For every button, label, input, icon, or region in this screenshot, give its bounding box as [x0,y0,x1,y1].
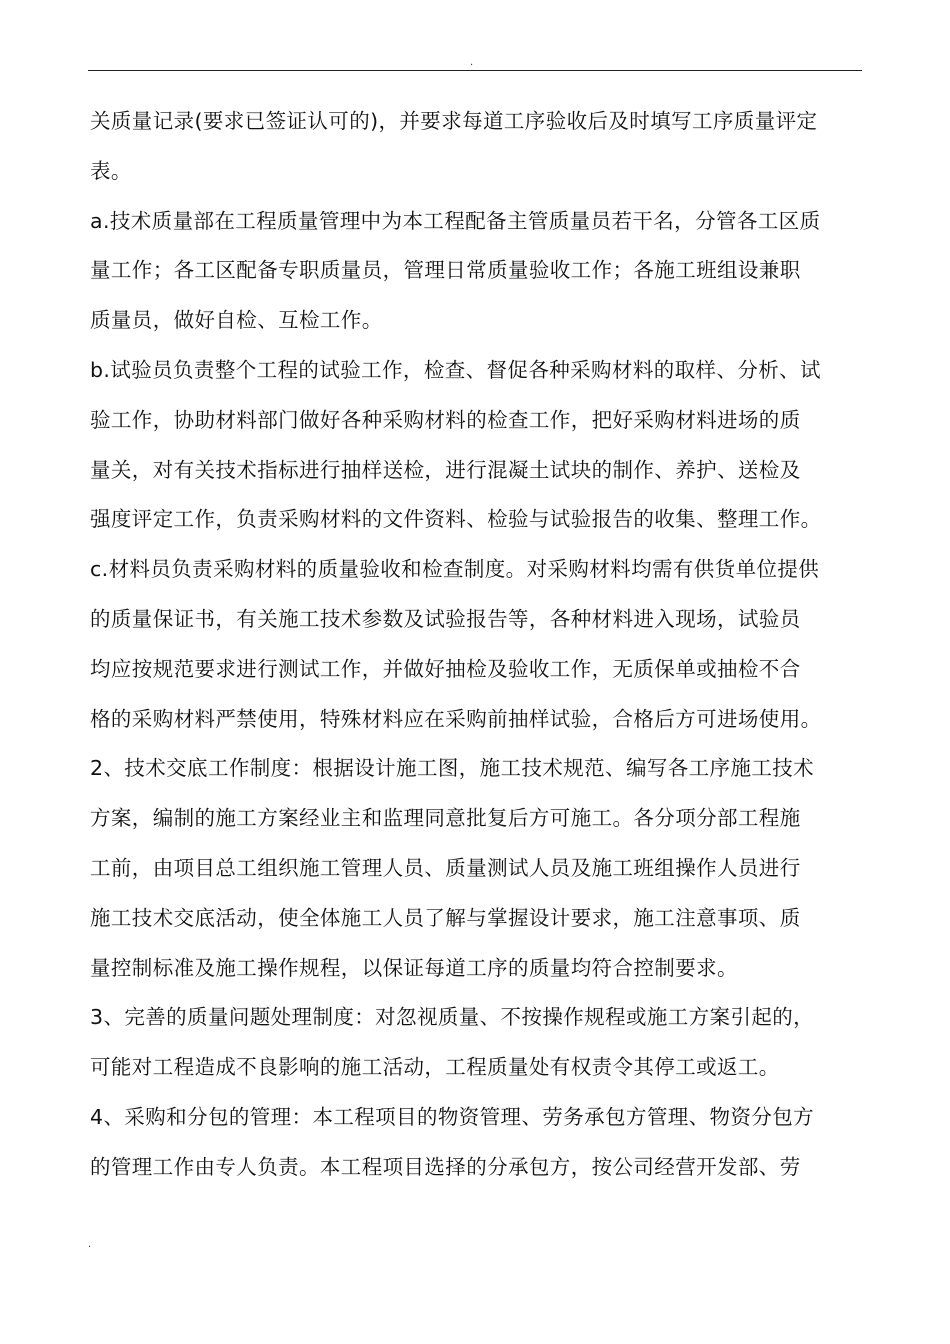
text-line: 质量员，做好自检、互检工作。 [90,308,383,333]
text-line: 工前，由项目总工组织施工管理人员、质量测试人员及施工班组操作人员进行 [90,855,801,880]
text-line: b.试验员负责整个工程的试验工作，检查、督促各种采购材料的取样、分析、试 [90,357,821,382]
text-line: a.技术质量部在工程质量管理中为本工程配备主管质量员若干名，分管各工区质 [90,208,821,233]
text-line: 2、技术交底工作制度：根据设计施工图，施工技术规范、编写各工序施工技术 [90,756,815,781]
text-line: 强度评定工作，负责采购材料的文件资料、检验与试验报告的收集、整理工作。 [90,507,822,532]
text-line: 方案，编制的施工方案经业主和监理同意批复后方可施工。各分项分部工程施 [90,806,801,831]
text-line: 量关，对有关技术指标进行抽样送检，进行混凝土试块的制作、养护、送检及 [90,457,801,482]
text-line: 量工作；各工区配备专职质量员，管理日常质量验收工作；各施工班组设兼职 [90,258,801,283]
text-line: 的管理工作由专人负责。本工程项目选择的分承包方，按公司经营开发部、劳 [90,1154,801,1179]
text-line: 的质量保证书，有关施工技术参数及试验报告等，各种材料进入现场，试验员 [90,606,801,631]
text-line: 关质量记录(要求已签证认可的)，并要求每道工序验收后及时填写工序质量评定 [90,109,818,133]
header-mark: . [470,57,474,68]
text-line: 量控制标准及施工操作规程，以保证每道工序的质量均符合控制要求。 [90,955,738,980]
text-line: 验工作，协助材料部门做好各种采购材料的检查工作，把好采购材料进场的质 [90,407,801,432]
text-line: 3、完善的质量问题处理制度：对忽视质量、不按操作规程或施工方案引起的， [90,1005,815,1030]
header-rule [88,70,862,71]
text-line: 施工技术交底活动，使全体施工人员了解与掌握设计要求，施工注意事项、质 [90,905,801,930]
text-line: 可能对工程造成不良影响的施工活动，工程质量处有权责令其停工或返工。 [90,1055,780,1080]
text-line: 4、采购和分包的管理：本工程项目的物资管理、劳务承包方管理、物资分包方 [90,1104,815,1129]
footer-mark: . [88,1239,92,1250]
text-line: c.材料员负责采购材料的质量验收和检查制度。对采购材料均需有供货单位提供 [90,557,820,582]
document-body [90,97,875,1193]
text-line: 格的采购材料严禁使用，特殊材料应在采购前抽样试验，合格后方可进场使用。 [90,706,822,731]
text-line: 均应按规范要求进行测试工作，并做好抽检及验收工作，无质保单或抽检不合 [90,656,801,681]
text-line: 表。 [90,158,132,183]
